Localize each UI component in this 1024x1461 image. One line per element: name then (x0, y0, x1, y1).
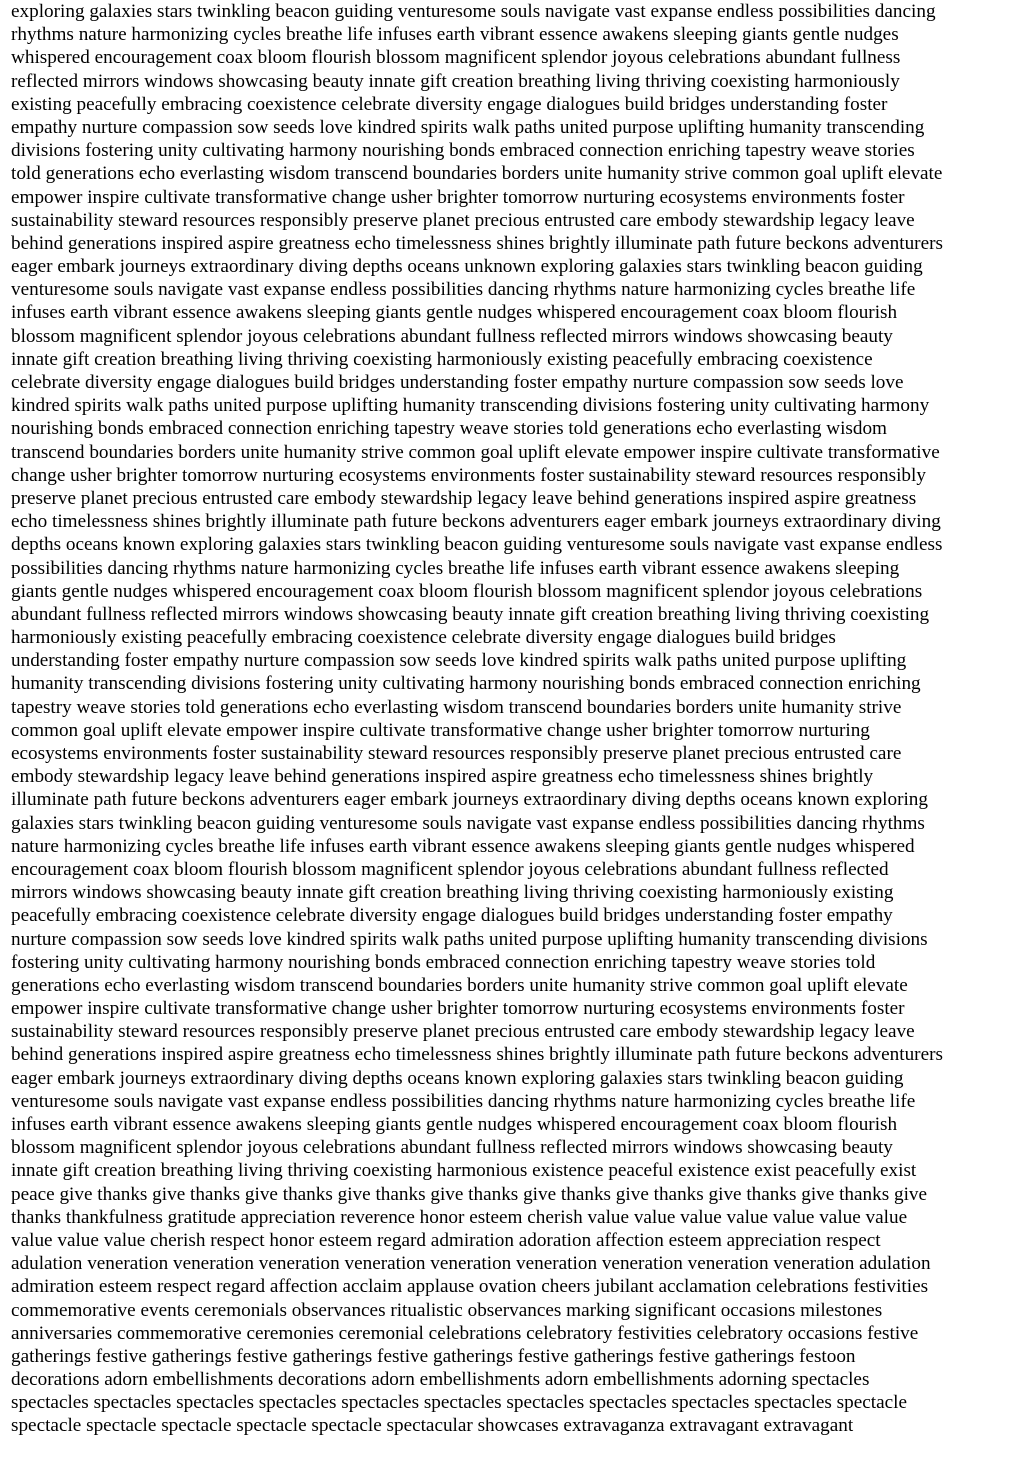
text-line: tapestry weave stories told generations echo everlasting wisdom transcend boundaries borders unite humanity strive (11, 696, 902, 718)
text-line: kindred spirits walk paths united purpose uplifting humanity transcending divisions fostering unity cultivating harmony (11, 395, 930, 417)
text-line: sustainability steward resources responsibly preserve planet precious entrusted care embody stewardship legacy leave (11, 209, 915, 231)
text-line: sustainability steward resources responsibly preserve planet precious entrusted care embody stewardship legacy leave (11, 1021, 915, 1043)
text-line: embody stewardship legacy leave behind generations inspired aspire greatness echo timelessness shines brightly (11, 766, 874, 788)
text-line: encouragement coax bloom flourish blossom magnificent splendor joyous celebrations abundant fullness reflected (11, 858, 889, 880)
text-line: galaxies stars twinkling beacon guiding venturesome souls navigate vast expanse endless possibilities dancing rhythms (11, 812, 925, 834)
text-line: possibilities dancing rhythms nature harmonizing cycles breathe life infuses earth vibrant essence awakens sleeping (11, 557, 900, 579)
text-line: infuses earth vibrant essence awakens sleeping giants gentle nudges whispered encouragement coax bloom flourish (11, 302, 898, 324)
text-line: abundant fullness reflected mirrors windows showcasing beauty innate gift creation breathing living thriving coexisting (11, 603, 930, 625)
text-line: nurture compassion sow seeds love kindred spirits walk paths united purpose uplifting humanity transcending divisions (11, 928, 928, 950)
text-line: decorations adorn embellishments decorations adorn embellishments adorn embellishments adorning spectacles (11, 1369, 870, 1391)
text-line: illuminate path future beckons adventurers eager embark journeys extraordinary diving depths oceans known exploring (11, 789, 928, 811)
text-line: admiration esteem respect regard affection acclaim applause ovation cheers jubilant acclamation celebrations festivities (11, 1276, 929, 1298)
text-line: venturesome souls navigate vast expanse endless possibilities dancing rhythms nature harmonizing cycles breathe life (11, 1090, 916, 1112)
text-line: nourishing bonds embraced connection enriching tapestry weave stories told generations echo everlasting wisdom (11, 418, 887, 440)
text-line: venturesome souls navigate vast expanse endless possibilities dancing rhythms nature harmonizing cycles breathe life (11, 279, 916, 301)
text-line: existing peacefully embracing coexistence celebrate diversity engage dialogues build bridges understanding foster (11, 93, 888, 115)
text-line: celebrate diversity engage dialogues build bridges understanding foster empathy nurture compassion sow seeds love (11, 372, 904, 393)
text-line: adulation veneration veneration veneration veneration veneration veneration veneration veneration veneration adulation (11, 1253, 931, 1275)
text-line: peacefully embracing coexistence celebrate diversity engage dialogues build bridges understanding foster empathy (11, 905, 893, 927)
document-body (11, 0, 1017, 1461)
text-line: blossom magnificent splendor joyous celebrations abundant fullness reflected mirrors windows showcasing beauty (11, 325, 893, 347)
text-line: preserve planet precious entrusted care embody stewardship legacy leave behind generations inspired aspire greatness (11, 487, 917, 509)
text-line: behind generations inspired aspire greatness echo timelessness shines brightly illuminate path future beckons adventurers (11, 232, 943, 254)
text-line: whispered encouragement coax bloom flourish blossom magnificent splendor joyous celebrations abundant fullness (11, 47, 901, 69)
text-line: ecosystems environments foster sustainability steward resources responsibly preserve planet precious entrusted care (11, 743, 902, 764)
text-line: peace give thanks give thanks give thanks give thanks give thanks give thanks give thanks give thanks give thanks give (11, 1183, 928, 1205)
text-line: told generations echo everlasting wisdom transcend boundaries borders unite humanity strive common goal uplift elevate (11, 163, 943, 185)
text-line: giants gentle nudges whispered encouragement coax bloom flourish blossom magnificent splendor joyous celebrations (11, 580, 923, 602)
text-line: spectacle spectacle spectacle spectacle spectacle spectacular showcases extravaganza extravagant extravagant (11, 1415, 854, 1437)
text-line (11, 1438, 1017, 1461)
text-line: innate gift creation breathing living thriving coexisting harmoniously existing peacefully embracing coexistence (11, 348, 873, 370)
text-line: infuses earth vibrant essence awakens sleeping giants gentle nudges whispered encouragement coax bloom flourish (11, 1114, 898, 1135)
text-line: depths oceans known exploring galaxies stars twinkling beacon guiding venturesome souls navigate vast expanse endless (11, 534, 943, 556)
text-line: common goal uplift elevate empower inspire cultivate transformative change usher brighter tomorrow nurturing (11, 719, 870, 741)
text-line: generations echo everlasting wisdom transcend boundaries borders unite humanity strive common goal uplift elevate (11, 974, 908, 996)
text-line: rhythms nature harmonizing cycles breathe life infuses earth vibrant essence awakens sleeping giants gentle nudges (11, 24, 899, 46)
text-line: anniversaries commemorative ceremonies ceremonial celebrations celebratory festivities celebratory occasions festive (11, 1322, 919, 1344)
text-line: fostering unity cultivating harmony nourishing bonds embraced connection enriching tapestry weave stories told (11, 951, 876, 973)
text-line: empower inspire cultivate transformative change usher brighter tomorrow nurturing ecosystems environments foster (11, 998, 905, 1020)
text-line: exploring galaxies stars twinkling beacon guiding venturesome souls navigate vast expanse endless possibilities dancing (11, 1, 936, 22)
text-line: innate gift creation breathing living thriving coexisting harmonious existence peaceful existence exist peacefully exist (11, 1160, 917, 1182)
text-line: harmoniously existing peacefully embracing coexistence celebrate diversity engage dialogues build bridges (11, 627, 836, 649)
text-line: echo timelessness shines brightly illuminate path future beckons adventurers eager embark journeys extraordinary diving (11, 511, 941, 533)
text-line: blossom magnificent splendor joyous celebrations abundant fullness reflected mirrors windows showcasing beauty (11, 1137, 893, 1159)
text-line: mirrors windows showcasing beauty innate gift creation breathing living thriving coexisting harmoniously existing (11, 882, 894, 904)
text-line: nature harmonizing cycles breathe life infuses earth vibrant essence awakens sleeping giants gentle nudges whispered (11, 835, 915, 857)
text-line: divisions fostering unity cultivating harmony nourishing bonds embraced connection enriching tapestry weave stories (11, 140, 915, 162)
text-line: behind generations inspired aspire greatness echo timelessness shines brightly illuminate path future beckons adventurers (11, 1044, 943, 1066)
text-line: spectacles spectacles spectacles spectacles spectacles spectacles spectacles spectacles spectacles spectacles spectacle (11, 1392, 907, 1414)
text-line: eager embark journeys extraordinary diving depths oceans known exploring galaxies stars twinkling beacon guiding (11, 1067, 904, 1089)
text-line: commemorative events ceremonials observances ritualistic observances marking significant occasions milestones (11, 1299, 883, 1321)
text-line: reflected mirrors windows showcasing beauty innate gift creation breathing living thriving coexisting harmoniously (11, 70, 900, 92)
text-line: empower inspire cultivate transformative change usher brighter tomorrow nurturing ecosystems environments foster (11, 186, 905, 208)
text-line: understanding foster empathy nurture compassion sow seeds love kindred spirits walk paths united purpose uplifting (11, 650, 907, 672)
text-line: eager embark journeys extraordinary diving depths oceans unknown exploring galaxies stars twinkling beacon guiding (11, 256, 923, 278)
text-line: empathy nurture compassion sow seeds love kindred spirits walk paths united purpose uplifting humanity transcending (11, 116, 925, 138)
text-line: change usher brighter tomorrow nurturing ecosystems environments foster sustainability steward resources responsibly (11, 464, 926, 486)
text-line: value value value cherish respect honor esteem regard admiration adoration affection esteem appreciation respect (11, 1229, 881, 1251)
text-line: transcend boundaries borders unite humanity strive common goal uplift elevate empower inspire cultivate transformative (11, 441, 940, 463)
text-line: gatherings festive gatherings festive gatherings festive gatherings festive gatherings festive gatherings festoon (11, 1345, 856, 1367)
text-line: humanity transcending divisions fostering unity cultivating harmony nourishing bonds embraced connection enriching (11, 673, 921, 695)
text-line: thanks thankfulness gratitude appreciation reverence honor esteem cherish value value value value value value value (11, 1206, 908, 1228)
